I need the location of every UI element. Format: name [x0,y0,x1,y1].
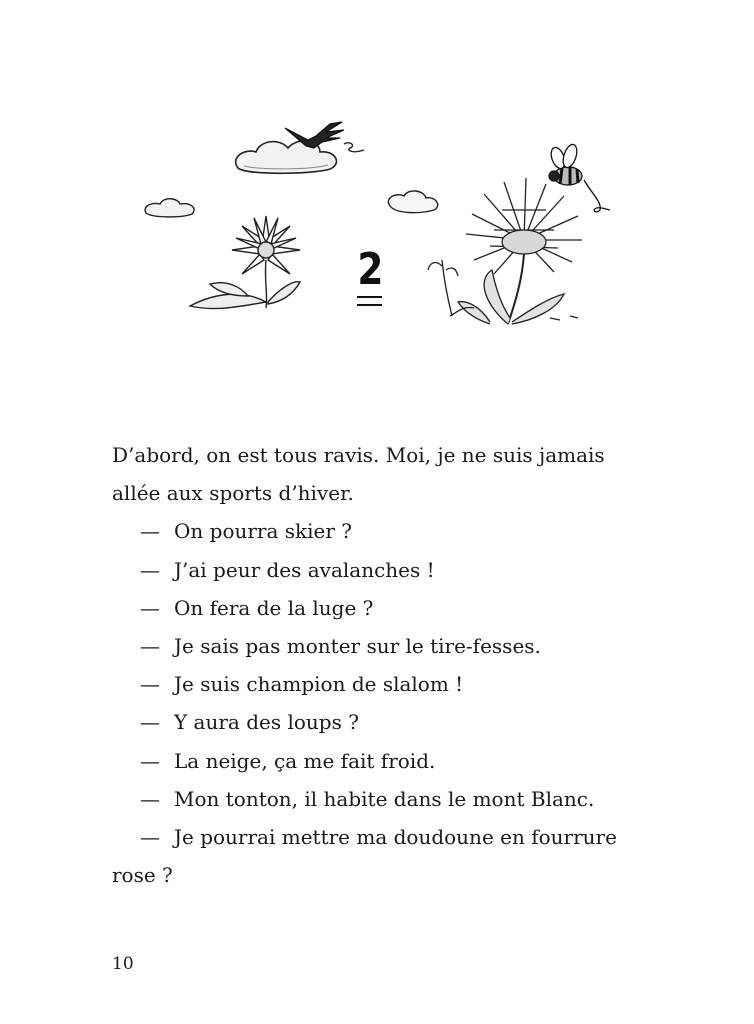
daisy-flower-icon [190,216,300,309]
dialogue-dash: — [140,786,160,811]
dialogue-text: Je pourrai mettre ma doudoune en fourrure [174,824,617,849]
dialogue-dash: — [140,519,160,544]
cloud-icon [236,141,337,174]
dialogue-text: Mon tonton, il habite dans le mont Blanc. [174,786,595,811]
dialogue-text: Je sais pas monter sur le tire-fesses. [174,633,541,658]
chapter-text [112,436,632,894]
dialogue-text: Y aura des loups ? [174,710,359,735]
dialogue-text: On pourra skier ? [174,519,353,544]
paragraph-line: allée aux sports d’hiver. [112,481,354,506]
dialogue-text: On fera de la luge ? [174,595,374,620]
dialogue-dash: — [140,710,160,735]
dialogue-line [112,742,632,780]
illustration-drawing [130,110,630,350]
bee-icon [549,143,610,212]
dialogue-dash: — [140,557,160,582]
cloud-icon [388,191,437,213]
dialogue-line [112,665,632,703]
dialogue-line [112,780,632,818]
chapter-number: 2 [357,244,383,295]
chapter-illustration [130,110,630,350]
paragraph-line: rose ? [112,863,173,888]
dialogue-text: La neige, ça me fait froid. [174,748,436,773]
dialogue-line [112,551,632,589]
dialogue-line [112,818,632,856]
dialogue-line [112,627,632,665]
dialogue-dash: — [140,595,160,620]
cloud-icon [145,199,194,217]
chapter-number-underline [357,296,382,298]
dialogue-line [112,589,632,627]
paragraph-line: D’abord, on est tous ravis. Moi, je ne suis jamais [112,443,605,467]
dialogue-text: J’ai peur des avalanches ! [174,557,435,582]
dialogue-line [112,703,632,741]
page-number: 10 [112,954,134,974]
dialogue-text: Je suis champion de slalom ! [174,672,464,697]
dialogue-dash: — [140,633,160,658]
dandelion-flower-icon [428,178,582,324]
dialogue-dash: — [140,748,160,773]
chapter-number-underline [357,304,382,306]
dialogue-line [112,512,632,550]
dialogue-dash: — [140,672,160,697]
dialogue-dash: — [140,824,160,849]
